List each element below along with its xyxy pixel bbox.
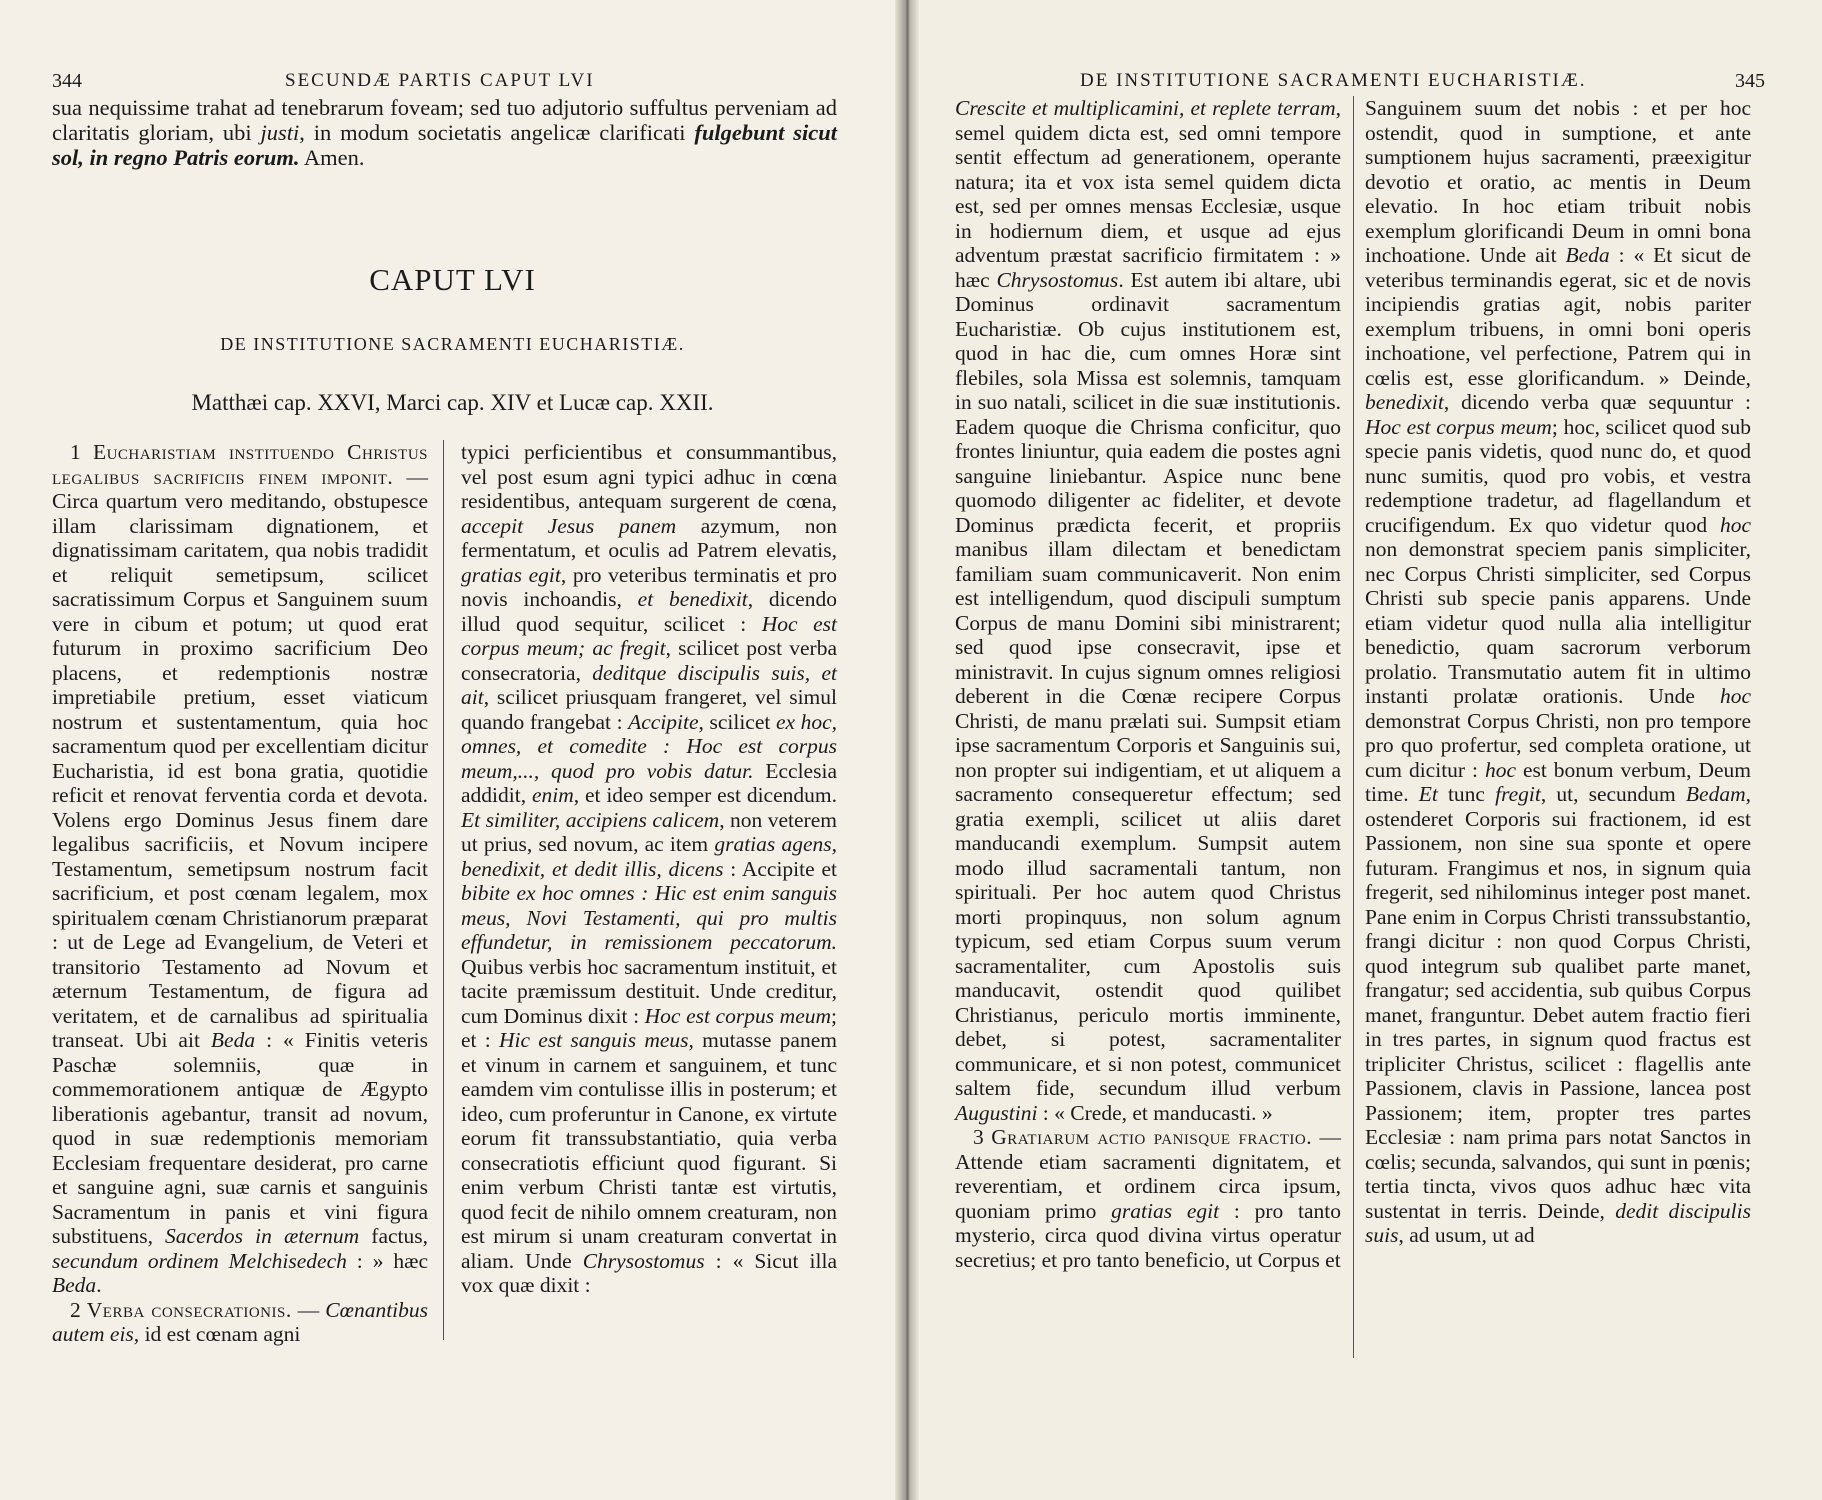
paragraph-1: 1 Eucharistiam instituendo Christus legalibus sacrificiis finem imponit. — Circa quartum vero meditando, obstupesce illam clarissimam dignationem, et dignatissimam caritatem, qua nobis tradidit et reliquit semetipsum, scilicet sacratissimum Corpus et Sanguinem suum vere in cibum et potum; ut quod erat futurum in proximo sacrificium Deo placens, et redemptionis nostræ impretiabile pretium, esset viaticum nostrum et sustentamentum, quia hoc sacramentum quod per excellentiam dicitur Eucharistia, id est bona gratia, quotidie reficit et renovat ferventia corda et devota. Volens ergo Dominus Jesus finem dare legalibus sacrificiis, et Novum incipere Testamentum, semetipsum nostrum facit sacrificium, et post cœnam legalem, mox spiritualem cœnam Christianorum præparat : ut de Lege ad Evangelium, de Veteri et transitorio Testamento ad Novum et æternum Testamentum, de figura ad veritatem, et de carnalibus ad spiritualia transeat. Ubi ait Beda : « Finitis veteris Paschæ solemniis, quæ in commemorationem antiquæ de Ægypto liberationis agebantur, transit ad novum, quod in suæ redemptionis memoriam Ecclesiam frequentare desiderat, pro carne et sanguine agni, suæ carnis et sanguinis Sacramentum in panis et vini figura substituens, Sacerdos in æternum factus, secundum ordinem Melchisedech : » hæc Beda. <box>52 440 429 1297</box>
paragraph-3-continued: Sanguinem suum det nobis : et per hoc ostendit, quod in sumptione, et ante sumptionem hujus sacramenti, præexigitur devotio et oratio, ac mentis in Deum elevatio. In hoc etiam tribuit nobis exemplum glorificandi Deum in omni bona inchoatione. Unde ait Beda : « Et sicut de veteribus terminandis egerat, sic et de novis incipiendis gratias agit, nobis pariter exemplum tribuens, in omni boni operis inchoatione, vel perfectione, Patrem qui in cœlis est, esse glorificandum. » Deinde, benedixit, dicendo verba quæ sequuntur : Hoc est corpus meum; hoc, scilicet quod sub specie panis videtis, quod nunc do, et quod nunc sumitis, quod pro vobis, et vestra redemptione tradetur, ad flagellandum et crucifigendum. Ex quo videtur quod hoc non demonstrat speciem panis simpliciter, nec Corpus Christi simpliciter, sed Corpus Christi sub specie panis apparens. Unde etiam videtur quod nulla alia intelligitur benedictio, quam sacrorum verborum prolatio. Transmutatio autem fit in ultimo instanti prolatæ orationis. Unde hoc demonstrat Corpus Christi, non pro tempore pro quo profertur, sed completa oratione, ut cum dicitur : hoc est bonum verbum, Deum time. Et tunc fregit, ut, secundum Bedam, ostenderet Corporis sui fractionem, id est Passionem, non sine sua sponte et opere futuram. Frangimus et nos, in signum quia fregerit, sed nihilominus integer post manet. Pane enim in Corpus Christi transsubstantio, frangi dicitur : non quod Corpus Christi, quod integrum sub qualibet parte manet, frangatur; sed accidentia, sub quibus Corpus manet, franguntur. Debet autem fractio fieri in tres partes, in signum quod fractus est tripliciter Christus, scilicet : flagellis ante Passionem, clavis in Passione, lancea post Passionem; item, propter tres partes Ecclesiæ : nam prima pars notat Sanctos in cœlis; secunda, salvandos, qui sunt in pœnis; tertia tincta, vivos quos adhuc hæc vita sustentat in terris. Deinde, dedit discipulis suis, ad usum, ut ad <box>1365 96 1752 1247</box>
paragraph-2: 2 Verba consecrationis. — Cœnantibus autem eis, id est cœnam agni <box>52 1297 429 1346</box>
right-page <box>905 0 1822 1500</box>
column-divider <box>443 440 444 1340</box>
chapter-reference: Matthæi cap. XXVI, Marci cap. XIV et Lucæ cap. XXII. <box>191 390 714 415</box>
left-column-2 <box>461 440 837 1298</box>
chapter-title: CAPUT LVI <box>369 262 536 297</box>
column-divider <box>1353 96 1354 1358</box>
page-number: 344 <box>52 70 82 92</box>
chapter-subtitle: DE INSTITUTIONE SACRAMENTI EUCHARISTIÆ. <box>220 334 685 354</box>
left-column-1 <box>52 440 428 1347</box>
paragraph-2-continued: typici perficientibus et consummantibus, vel post esum agni typici adhuc in cœna residentibus, antequam surgerent de cœna, accepit Jesus panem azymum, non fermentatum, et oculis ad Patrem elevatis, gratias egit, pro veteribus terminatis et pro novis inchoandis, et benedixit, dicendo illud quod sequitur, scilicet : Hoc est corpus meum; ac fregit, scilicet post verba consecratoria, deditque discipulis suis, et ait, scilicet priusquam frangeret, vel simul quando frangebat : Accipite, scilicet ex hoc, omnes, et comedite : Hoc est corpus meum,..., quod pro vobis datur. Ecclesia addidit, enim, et ideo semper est dicendum. Et similiter, accipiens calicem, non veterem ut prius, sed novum, ac item gratias agens, benedixit, et dedit illis, dicens : Accipite et bibite ex hoc omnes : Hic est enim sanguis meus, Novi Testamenti, qui pro multis effundetur, in remissionem peccatorum. Quibus verbis hoc sacramentum instituit, et tacite præmissum destituit. Unde creditur, cum Dominus dixit : Hoc est corpus meum; et : Hic est sanguis meus, mutasse panem et vinum in carnem et sanguinem, et tunc eamdem vim contulisse illis in posterum; et ideo, cum proferuntur in Canone, ex virtute eorum fit transsubstantiatio, quia verba consecratiotis efficiunt quod figurant. Si enim verbum Christi tantæ est virtutis, quod fecit de nihilo omnem creaturam, non est mirum si unam creaturam convertat in aliam. Unde Chrysostomus : « Sicut illa vox quæ dixit : <box>461 440 838 1297</box>
book-gutter <box>895 0 919 1500</box>
right-column-1 <box>955 96 1341 1272</box>
page-number: 345 <box>1735 70 1765 92</box>
running-head: DE INSTITUTIONE SACRAMENTI EUCHARISTIÆ. <box>1080 70 1587 91</box>
left-page <box>0 0 905 1500</box>
right-column-2 <box>1365 96 1751 1248</box>
running-head: SECUNDÆ PARTIS CAPUT LVI <box>285 70 595 91</box>
opening-paragraph: sua nequissime trahat ad tenebrarum foveam; sed tuo adjutorio suffultus perveniam ad claritatis gloriam, ubi justi, in modum societatis angelicæ clarificati fulgebunt sicut sol, in regno Patris eorum. Amen. <box>52 95 838 170</box>
paragraph-2-end: Crescite et multiplicamini, et replete terram, semel quidem dicta est, sed omni tempore sentit effectum ad generationem, operante natura; ita et vox ista semel quidem dicta est, sed per omnes mensas Ecclesiæ, usque in hodiernum diem, et usque ad ejus adventum præstat sacrificio firmitatem : » hæc Chrysostomus. Est autem ibi altare, ubi Dominus ordinavit sacramentum Eucharistiæ. Ob cujus institutionem est, quod in hac die, cum omnes Horæ sint flebiles, sola Missa est solemnis, tamquam in suo natali, scilicet in die suæ institutionis. Eadem quoque die Chrisma conficitur, quo frontes liniuntur, quia eadem die postes agni sanguine liniebantur. Aspice nunc bene quomodo diligenter ac fideliter, et devote Dominus prædicta fecerit, et propriis manibus illam dilectam et benedictam familiam suam communicaverit. Non enim est intelligendum, quod discipuli sumptum Corpus de manu Domini sibi ministrarent; sed quod ipse consecravit, ipse et ministravit. In cujus signum omnes religiosi deberent in die Cœnæ recipere Corpus Christi, de manu prælati sui. Sumpsit etiam ipse sacramentum Corporis et Sanguinis sui, non propter sui indigentiam, et ut aliquem a sacramento consequeretur effectum; sed gratia exempli, scilicet ut aliis daret manducandi exemplum. Sumpsit autem modo illud sacramentali tantum, non spirituali. Per hoc autem quod Christus morti propinquus, non solum agnum typicum, sed etiam Corpus suum verum sacramentaliter, cum Apostolis suis manducavit, ostendit quod quilibet Christianus, periculo mortis imminente, debet, si potest, sacramentaliter communicare, et si non potest, communicet saltem fide, secundum illud verbum Augustini : « Crede, et manducasti. » <box>955 96 1341 1125</box>
paragraph-3: 3 Gratiarum actio panisque fractio. — Attende etiam sacramenti dignitatem, et reverentiam, et ordinem circa ipsum, quoniam primo gratias egit : pro tanto mysterio, circa quod divina virtus operatur secretius; et pro tanto beneficio, ut Corpus et <box>955 1125 1342 1272</box>
